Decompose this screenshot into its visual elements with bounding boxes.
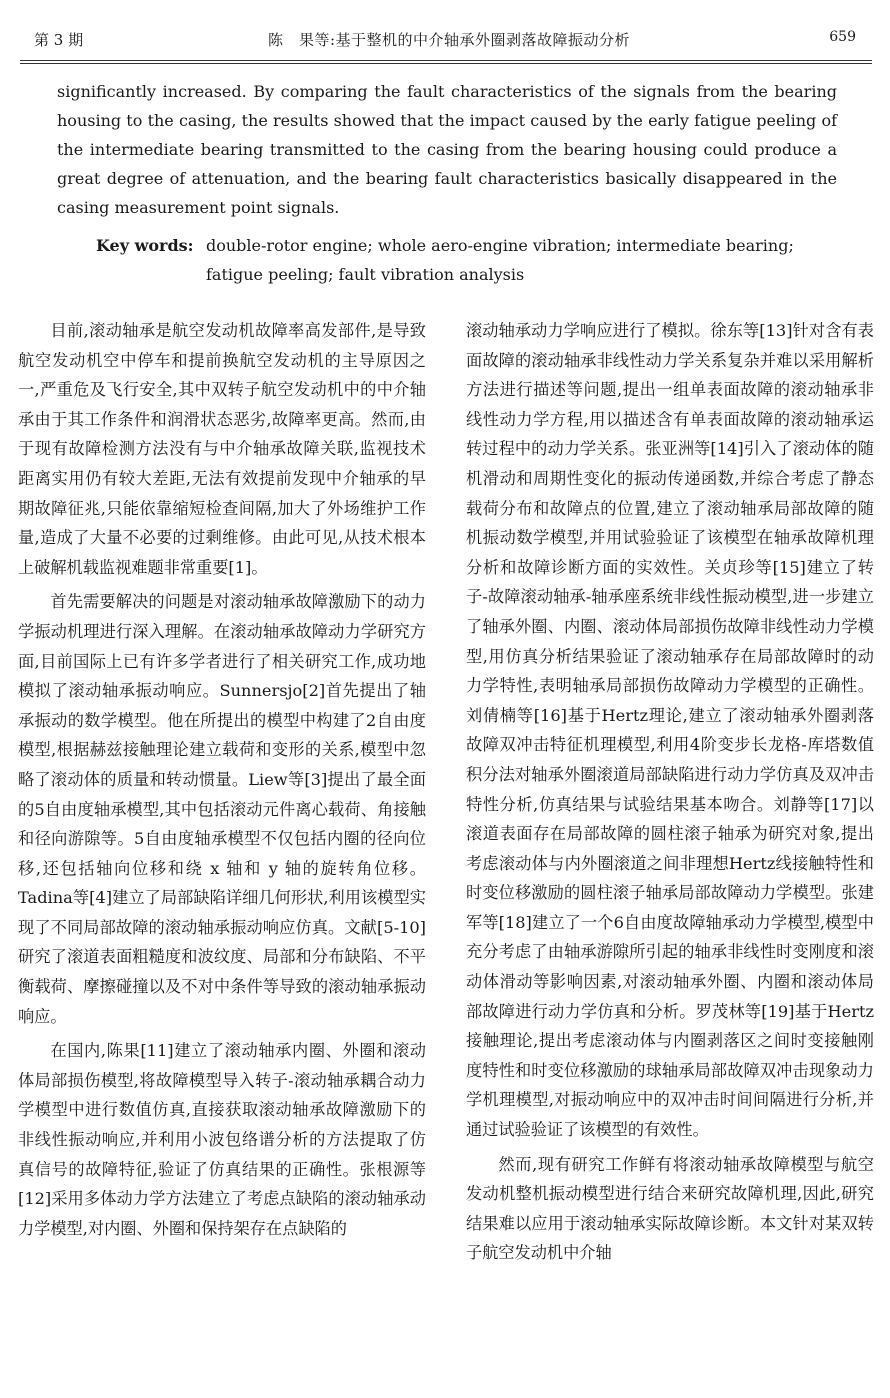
paragraph: 滚动轴承动力学响应进行了模拟。徐东等[13]针对含有表面故障的滚动轴承非线性动力学关系复杂并难以采用解析方法进行描述等问题,提出一组单表面故障的滚动轴承非线性动力学方程,用以描述含有单表面故障的滚动轴承运转过程中的动力学关系。张亚洲等[14]引入了滚动体的随机滑动和周期性变化的振动传递函数,并综合考虑了静态载荷分布和故障点的位置,建立了滚动轴承局部故障的随机振动数学模型,并用试验验证了该模型在轴承故障机理分析和故障诊断方面的实效性。关贞珍等[15]建立了转子-故障滚动轴承-轴承座系统非线性振动模型,进一步建立了轴承外圈、内圈、滚动体局部损伤故障非线性动力学模型,用仿真分析结果验证了滚动轴承存在局部故障时的动力学特性,表明轴承局部损伤故障动力学模型的正确性。刘倩楠等[16]基于Hertz理论,建立了滚动轴承外圈剥落故障双冲击特征机理模型,利用4阶变步长龙格-库塔数值积分法对轴承外圈滚道局部缺陷进行动力学仿真及双冲击特性分析,仿真结果与试验结果基本吻合。刘静等[17]以滚道表面存在局部故障的圆柱滚子轴承为研究对象,提出考虑滚动体与内外圈滚道之间非理想Hertz线接触特性和时变位移激励的圆柱滚子轴承局部故障动力学模型。张建军等[18]建立了一个6自由度故障轴承动力学模型,模型中充分考虑了由轴承游隙所引起的轴承非线性时变刚度和滚动体滑动等影响因素,对滚动轴承外圈、内圈和滚动体局部故障进行动力学仿真和分析。罗茂林等[19]基于Hertz接触理论,提出考虑滚动体与内圈剥落区之间时变接触刚度特性和时变位移激励的球轴承局部故障双冲击现象动力学机理模型,对振动响应中的双冲击时间间隔进行分析,并通过试验验证了该模型的有效性。 xyxy=(466,321,874,1140)
running-header xyxy=(20,29,870,57)
paragraph: 首先需要解决的问题是对滚动轴承故障激励下的动力学振动机理进行深入理解。在滚动轴承故障动力学研究方面,目前国际上已有许多学者进行了相关研究工作,成功地模拟了滚动轴承振动响应。Sunnersjo[2]首先提出了轴承振动的数学模型。他在所提出的模型中构建了2自由度模型,根据赫兹接触理论建立载荷和变形的关系,模型中忽略了滚动体的质量和转动惯量。Liew等[3]提出了最全面的5自由度轴承模型,其中包括滚动元件离心载荷、角接触和径向游隙等。5自由度轴承模型不仅包括内圈的径向位移,还包括轴向位移和绕 x 轴和 y 轴的旋转角位移。Tadina等[4]建立了局部缺陷详细几何形状,利用该模型实现了不同局部故障的滚动轴承振动响应仿真。文献[5-10]研究了滚道表面粗糙度和波纹度、局部和分布缺陷、不平衡载荷、摩擦碰撞以及不对中条件等导致的滚动轴承振动响应。 xyxy=(18,592,426,1026)
paragraph: 目前,滚动轴承是航空发动机故障率高发部件,是导致航空发动机空中停车和提前换航空发动机的主导原因之一,严重危及飞行安全,其中双转子航空发动机中的中介轴承由于其工作条件和润滑状态恶劣,故障率更高。然而,由于现有故障检测方法没有与中介轴承故障关联,监视技术距离实用仍有较大差距,无法有效提前发现中介轴承的早期故障征兆,只能依靠缩短检查间隔,加大了外场维护工作量,造成了大量不必要的过剩维修。由此可见,从技术根本上破解机载监视难题非常重要[1]。 xyxy=(18,321,426,577)
header-rule-top xyxy=(20,60,872,61)
paragraph: 然而,现有研究工作鲜有将滚动轴承故障模型与航空发动机整机振动模型进行结合来研究故障机理,因此,研究结果难以应用于滚动轴承实际故障诊断。本文针对某双转子航空发动机中介轴 xyxy=(466,1154,874,1263)
running-title: 陈 果等:基于整机的中介轴承外圈剥落故障振动分析 xyxy=(268,31,631,49)
body-column-left xyxy=(18,316,426,1248)
paragraph: 在国内,陈果[11]建立了滚动轴承内圈、外圈和滚动体局部损伤模型,将故障模型导入转子-滚动轴承耦合动力学模型中进行数值仿真,直接获取滚动轴承故障激励下的非线性振动响应,并利用小波包络谱分析的方法提取了仿真信号的故障特征,验证了仿真结果的正确性。张根源等[12]采用多体动力学方法建立了考虑点缺陷的滚动轴承动力学模型,对内圈、外圈和保持架存在点缺陷的 xyxy=(18,1041,426,1238)
journal-issue: 第 3 期 xyxy=(34,31,84,49)
body-column-right xyxy=(466,316,874,1273)
page-number: 659 xyxy=(829,29,856,45)
keywords-label: Key words: xyxy=(96,236,194,255)
header-rule-bottom xyxy=(20,63,872,64)
keywords-text: double-rotor engine; whole aero-engine vibration; intermediate bearing; fatigue peeling; fault vibration analysis xyxy=(206,236,794,284)
abstract-text: significantly increased. By comparing the fault characteristics of the signals from the bearing housing to the casing, the results showed that the impact caused by the early fatigue peeling of the intermediate bearing transmitted to the casing from the bearing housing could produce a great degree of attenuation, and the bearing fault characteristics basically disappeared in the casing measurement point signals. xyxy=(57,82,837,217)
